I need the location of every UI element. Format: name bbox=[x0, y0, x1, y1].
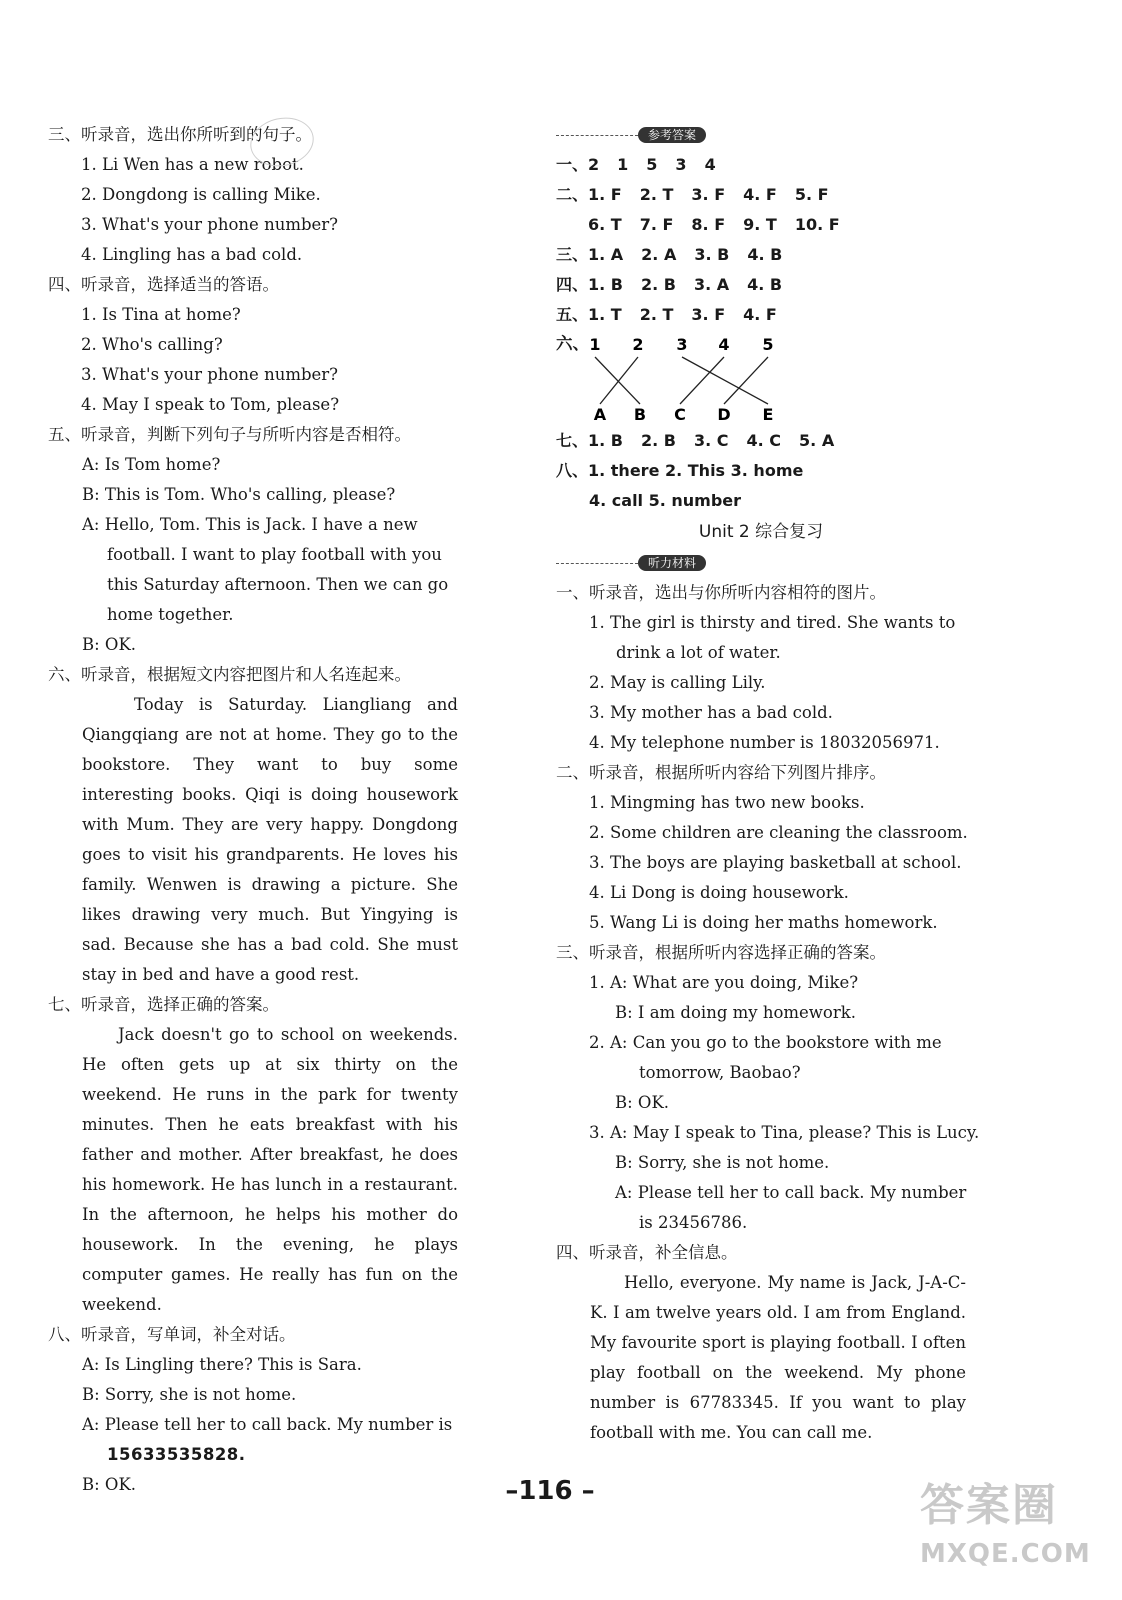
answer-label: 四、 bbox=[556, 275, 589, 294]
answer-item: 1. A bbox=[588, 245, 624, 264]
text-line: B: OK. bbox=[615, 1093, 670, 1112]
match-number: 5 bbox=[762, 335, 774, 354]
text-line: 4. My telephone number is 18032056971. bbox=[589, 733, 940, 752]
answer-item: 1. B bbox=[588, 275, 623, 294]
answer-item: 4. F bbox=[743, 185, 777, 204]
answer-item: 3. B bbox=[694, 245, 730, 264]
left-column bbox=[48, 120, 458, 1500]
answer-row bbox=[556, 180, 966, 210]
answer-item: 3. F bbox=[691, 305, 726, 324]
watermark-url: MXQE.COM bbox=[920, 1539, 1091, 1569]
passage-paragraph: Today is Saturday. Liangliang and Qiangqiang are not at home. They go to the bookstore. They want to buy some interesting books. Qiqi is doing housework with Mum. They are very happy. Dongdong goes to visit his grandparents. He loves his family. Wenwen is drawing a picture. She likes drawing very much. But Yingying is sad. Because she has a bad cold. She must stay in bed and have a good rest. bbox=[82, 695, 458, 984]
text-line: 3. A: May I speak to Tina, please? This is Lucy. bbox=[589, 1123, 980, 1142]
answer-item: 2. A bbox=[641, 245, 677, 264]
text-line: B: Sorry, she is not home. bbox=[82, 1385, 297, 1404]
answer-item: 1. T bbox=[588, 305, 622, 324]
text-line: 3. What's your phone number? bbox=[81, 215, 339, 234]
section-heading: 八、听录音，写单词，补全对话。 bbox=[48, 1325, 296, 1344]
section-heading: 二、听录音，根据所听内容给下列图片排序。 bbox=[556, 763, 886, 782]
answer-item: 1. F bbox=[588, 185, 622, 204]
text-line: tomorrow, Baobao? bbox=[639, 1063, 801, 1082]
text-line: 3. The boys are playing basketball at school. bbox=[589, 853, 962, 872]
section-heading: 三、听录音，根据所听内容选择正确的答案。 bbox=[556, 943, 886, 962]
match-number: 3 bbox=[676, 335, 688, 354]
answer-label: 六、 bbox=[556, 334, 589, 353]
section-heading: 七、听录音，选择正确的答案。 bbox=[48, 995, 279, 1014]
matching-diagram bbox=[556, 330, 966, 426]
section-heading: 五、听录音，判断下列句子与所听内容是否相符。 bbox=[48, 425, 411, 444]
text-line: B: I am doing my homework. bbox=[615, 1003, 856, 1022]
answer-item: 8. F bbox=[691, 215, 726, 234]
answer-item: 2. T bbox=[639, 185, 674, 204]
answer-item: 2. B bbox=[640, 431, 676, 450]
passage-paragraph: Jack doesn't go to school on weekends. He often gets up at six thirty on the weekend. He runs in the park for twenty minutes. Then he eats breakfast with his father and mother. After breakfast, he does his homework. He has lunch in a restaurant. In the afternoon, he helps his mother do housework. In the evening, he plays computer games. He really has fun on the weekend. bbox=[82, 1025, 458, 1314]
answer-item: 10. F bbox=[794, 215, 840, 234]
answer-row: 4. call 5. number bbox=[589, 491, 742, 510]
text-line: 2. A: Can you go to the bookstore with me bbox=[589, 1033, 942, 1052]
banner-tag: 听力材料 bbox=[638, 555, 706, 571]
answer-item: 7. F bbox=[639, 215, 674, 234]
text-line: 1. The girl is thirsty and tired. She wants to bbox=[589, 613, 956, 632]
answer-item: 3. F bbox=[691, 185, 726, 204]
answer-item: 3. A bbox=[693, 275, 730, 294]
matching-lines bbox=[584, 330, 824, 426]
answer-item: 1 bbox=[617, 155, 629, 174]
text-line: 3. My mother has a bad cold. bbox=[589, 703, 833, 722]
page-number: –116 – bbox=[505, 1476, 595, 1506]
text-line: 2. May is calling Lily. bbox=[589, 673, 766, 692]
text-line: 4. May I speak to Tom, please? bbox=[81, 395, 340, 414]
section-heading: 六、听录音，根据短文内容把图片和人名连起来。 bbox=[48, 665, 411, 684]
answer-key-banner bbox=[556, 120, 966, 150]
text-line: 1. Mingming has two new books. bbox=[589, 793, 865, 812]
text-line: 2. Who's calling? bbox=[81, 335, 223, 354]
text-line: A: Is Lingling there? This is Sara. bbox=[82, 1355, 362, 1374]
passage-paragraph: Hello, everyone. My name is Jack, J-A-C-K. I am twelve years old. I am from England. My favourite sport is playing football. I often play football on the weekend. My phone number is 67783345. If you want to play football with me. You can call me. bbox=[590, 1273, 966, 1442]
text-line: home together. bbox=[107, 605, 234, 624]
answer-item: 5. F bbox=[794, 185, 829, 204]
text-line: A: Is Tom home? bbox=[82, 455, 221, 474]
match-number: 1 bbox=[589, 335, 601, 354]
answer-item: 4. B bbox=[747, 275, 783, 294]
answer-item: 3 bbox=[675, 155, 687, 174]
text-line: 4. Lingling has a bad cold. bbox=[81, 245, 303, 264]
banner-tag: 参考答案 bbox=[638, 127, 706, 143]
answer-row bbox=[556, 270, 966, 300]
answer-item: 4. B bbox=[747, 245, 783, 264]
match-number: 4 bbox=[718, 335, 730, 354]
section-heading: 一、听录音，选出与你所听内容相符的图片。 bbox=[556, 583, 886, 602]
match-line bbox=[600, 357, 638, 404]
answer-item: 4 bbox=[704, 155, 716, 174]
text-line: B: OK. bbox=[82, 635, 137, 654]
match-letter: A bbox=[593, 405, 607, 424]
answer-item: 2. B bbox=[640, 275, 676, 294]
section-heading: 四、听录音，选择适当的答语。 bbox=[48, 275, 279, 294]
answer-row bbox=[556, 210, 966, 240]
text-line: A: Please tell her to call back. My number bbox=[615, 1183, 967, 1202]
unit-title: Unit 2 综合复习 bbox=[698, 522, 824, 542]
answer-row: 八、1. there 2. This 3. home bbox=[556, 461, 804, 480]
banner-rule bbox=[556, 563, 638, 564]
listening-material-banner bbox=[556, 548, 966, 578]
text-line: 2. Some children are cleaning the classroom. bbox=[589, 823, 968, 842]
answer-row bbox=[556, 426, 966, 456]
match-line bbox=[680, 357, 724, 404]
text-line: football. I want to play football with you bbox=[107, 545, 442, 564]
text-line: is 23456786. bbox=[639, 1213, 748, 1232]
text-line: 3. What's your phone number? bbox=[81, 365, 339, 384]
answer-label: 一、 bbox=[556, 155, 589, 174]
answer-item: 3. C bbox=[693, 431, 729, 450]
text-line: A: Please tell her to call back. My number is bbox=[82, 1415, 453, 1434]
text-line: 1. Li Wen has a new robot. bbox=[81, 155, 304, 174]
site-watermark bbox=[920, 1478, 1100, 1588]
section-heading: 四、听录音，补全信息。 bbox=[556, 1243, 738, 1262]
text-line: B: This is Tom. Who's calling, please? bbox=[82, 485, 396, 504]
answer-label: 七、 bbox=[556, 431, 589, 450]
text-line: B: Sorry, she is not home. bbox=[615, 1153, 830, 1172]
answer-item: 2 bbox=[588, 155, 600, 174]
text-line: 15633535828. bbox=[107, 1445, 246, 1464]
text-line: 1. Is Tina at home? bbox=[81, 305, 241, 324]
match-letter: E bbox=[762, 405, 774, 424]
right-column bbox=[556, 120, 980, 1448]
answer-label: 五、 bbox=[556, 305, 589, 324]
text-line: 1. A: What are you doing, Mike? bbox=[589, 973, 859, 992]
answer-row bbox=[556, 150, 966, 180]
watermark-logo: 答案圈 bbox=[920, 1480, 1058, 1531]
text-line: drink a lot of water. bbox=[616, 643, 781, 662]
text-line: A: Hello, Tom. This is Jack. I have a new bbox=[82, 515, 418, 534]
answer-label: 二、 bbox=[556, 185, 589, 204]
match-letter: B bbox=[633, 405, 647, 424]
banner-rule bbox=[556, 135, 638, 136]
answer-label: 三、 bbox=[556, 245, 589, 264]
answer-item: 9. T bbox=[743, 215, 777, 234]
answer-item: 5. A bbox=[799, 431, 835, 450]
answer-item: 5 bbox=[646, 155, 658, 174]
answer-item: 4. F bbox=[743, 305, 777, 324]
match-letter: D bbox=[717, 405, 731, 424]
answer-item: 1. B bbox=[588, 431, 623, 450]
text-line: this Saturday afternoon. Then we can go bbox=[107, 575, 449, 594]
match-line bbox=[724, 357, 768, 404]
text-line: 4. Li Dong is doing housework. bbox=[589, 883, 849, 902]
match-line bbox=[682, 357, 768, 404]
text-line: 5. Wang Li is doing her maths homework. bbox=[589, 913, 938, 932]
answer-row bbox=[556, 240, 966, 270]
text-line: 2. Dongdong is calling Mike. bbox=[81, 185, 321, 204]
text-line: B: OK. bbox=[82, 1475, 137, 1494]
answer-item: 2. T bbox=[639, 305, 674, 324]
match-letter: C bbox=[674, 405, 686, 424]
match-line bbox=[595, 357, 640, 404]
answer-item: 4. C bbox=[746, 431, 782, 450]
answer-row bbox=[556, 300, 966, 330]
section-heading: 三、听录音，选出你所听到的句子。 bbox=[48, 125, 312, 144]
match-number: 2 bbox=[632, 335, 644, 354]
answer-item: 6. T bbox=[588, 215, 622, 234]
